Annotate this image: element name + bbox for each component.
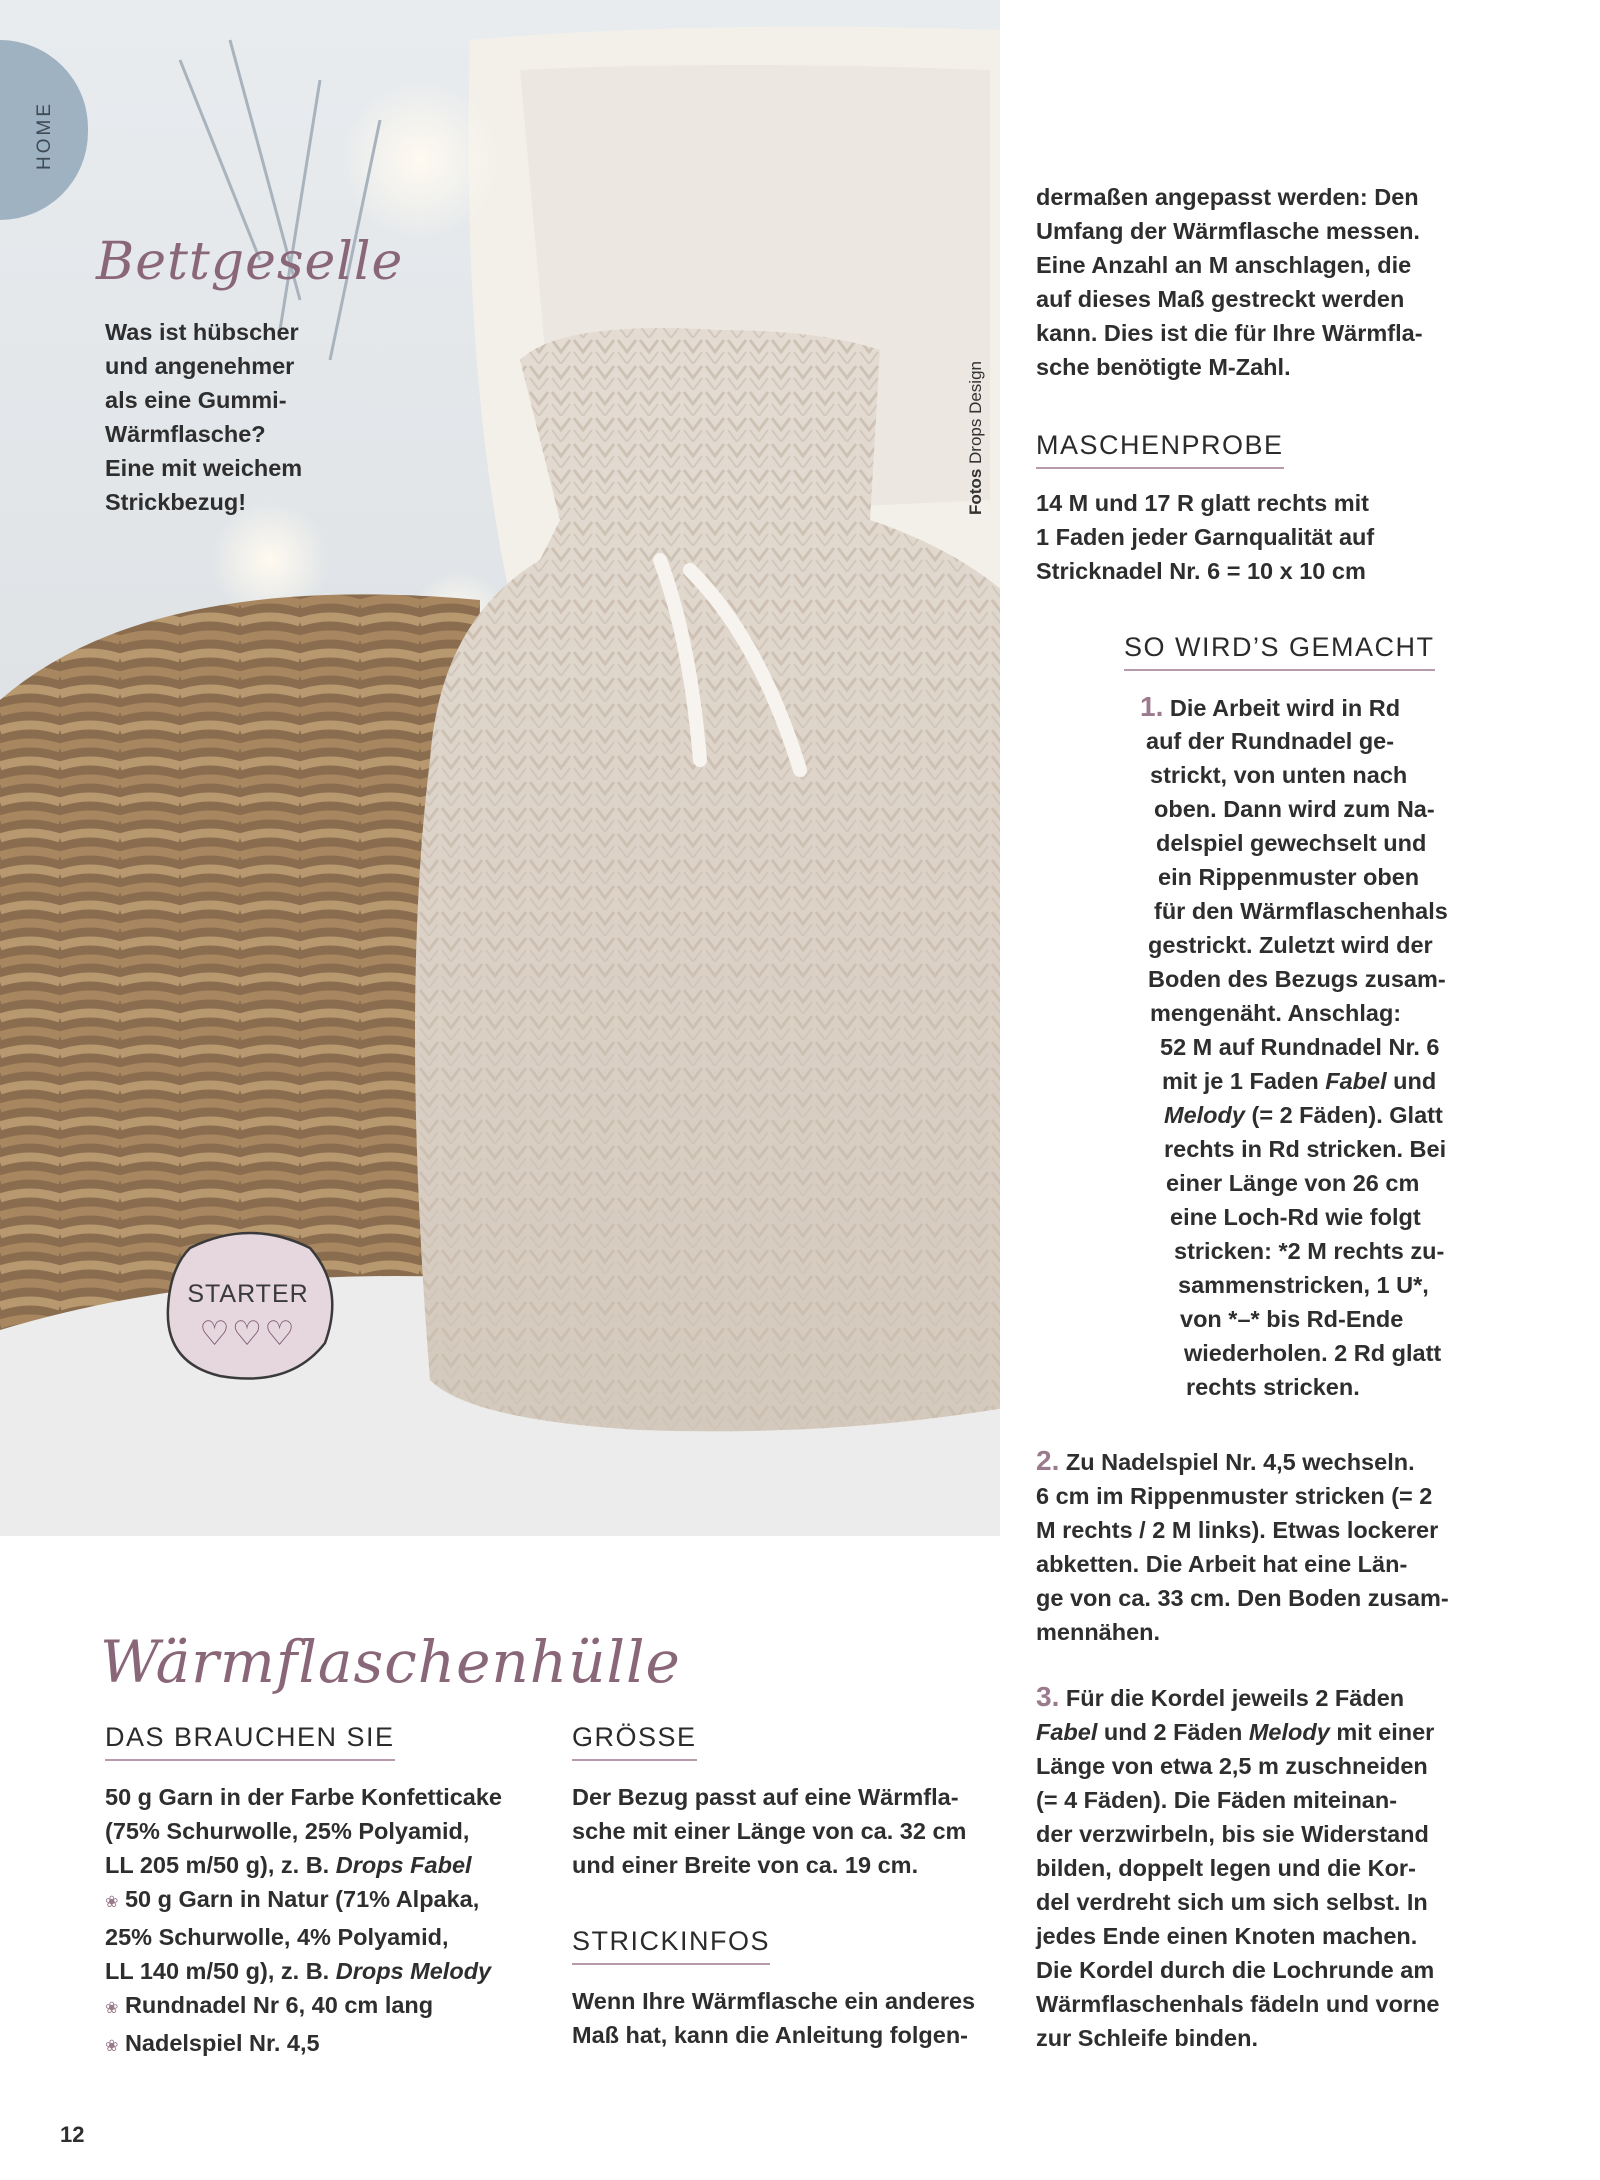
flower-bullet-icon: ❀: [105, 2038, 119, 2055]
materials-list: 50 g Garn in der Farbe Konfetticake (75% Schurwolle, 25% Polyamid, LL 205 m/50 g), z. B. Drops Fabel ❀ 50 g Garn in Natur (71% Alpaka, 25% Schurwolle, 4% Polyamid, LL 140 m/50 g), z. B. Drops Melody ❀ Rundnadel Nr 6, 40 cm lang ❀ Nadelspiel Nr. 4,5: [105, 1784, 502, 2056]
heading-so-wirds-gemacht: SO WIRD’S GEMACHT: [1124, 632, 1435, 671]
badge-label: STARTER: [187, 1280, 309, 1308]
flower-bullet-icon: ❀: [105, 1894, 119, 1911]
flower-bullet-icon: ❀: [105, 2000, 119, 2017]
teaser-text: Was ist hübscher und angenehmer als eine Gummi- Wärmflasche? Eine mit weichem Strickbezug!: [105, 319, 303, 515]
photo-credit: Fotos Drops Design: [966, 361, 985, 515]
section-label: HOME: [34, 101, 55, 170]
step-3: 3. Für die Kordel jeweils 2 Fäden Fabel und 2 Fäden Melody mit einer Länge von etwa 2,5 m zuschneiden (= 4 Fäden). Die Fäden miteinan- der verzwirbeln, bis sie Widerstand bilden, doppelt legen und die Kor- del verdreht sich um sich selbst. In jedes Ende einen Knoten machen. Die Kordel durch die Lochrunde am Wärmflaschenhals fädeln und vorne zur Schleife binden.: [1036, 1681, 1440, 2051]
heart-icon: ♡♡♡: [199, 1315, 297, 1353]
heading-das-brauchen-sie: DAS BRAUCHEN SIE: [105, 1722, 395, 1761]
step-number: 2.: [1036, 1445, 1060, 1476]
heading-maschenprobe: MASCHENPROBE: [1036, 430, 1284, 469]
teaser-title: Bettgeselle: [96, 232, 404, 292]
step-number: 1.: [1140, 691, 1164, 722]
starter-badge: [160, 1228, 336, 1380]
heading-strickinfos: STRICKINFOS: [572, 1926, 770, 1965]
page-number: 12: [60, 2122, 85, 2147]
product-photo: [0, 0, 1000, 1536]
step-number: 3.: [1036, 1681, 1060, 1712]
maschenprobe-text: 14 M und 17 R glatt rechts mit 1 Faden jeder Garnqualität auf Stricknadel Nr. 6 = 10 x 10 cm: [1036, 490, 1375, 584]
size-text: Der Bezug passt auf eine Wärmfla- sche mit einer Länge von ca. 32 cm und einer Breite von ca. 19 cm.: [572, 1784, 967, 1878]
heading-groesse: GRÖSSE: [572, 1722, 697, 1761]
intro-continued: dermaßen angepasst werden: Den Umfang der Wärmflasche messen. Eine Anzahl an M anschlagen, die auf dieses Maß gestreckt werden kann. Dies ist die für Ihre Wärmfla- sche benötigte M-Zahl.: [1036, 184, 1423, 380]
step-2: 2. Zu Nadelspiel Nr. 4,5 wechseln. 6 cm im Rippenmuster stricken (= 2 M rechts / 2 M links). Etwas lockerer abketten. Die Arbeit hat eine Län- ge von ca. 33 cm. Den Boden zusam- mennähen.: [1036, 1445, 1449, 1645]
photo-illustration: [0, 0, 1000, 1536]
knitinfo-text: Wenn Ihre Wärmflasche ein anderes Maß hat, kann die Anleitung folgen-: [572, 1988, 976, 2048]
project-title: Wärmflaschenhülle: [100, 1628, 681, 1696]
